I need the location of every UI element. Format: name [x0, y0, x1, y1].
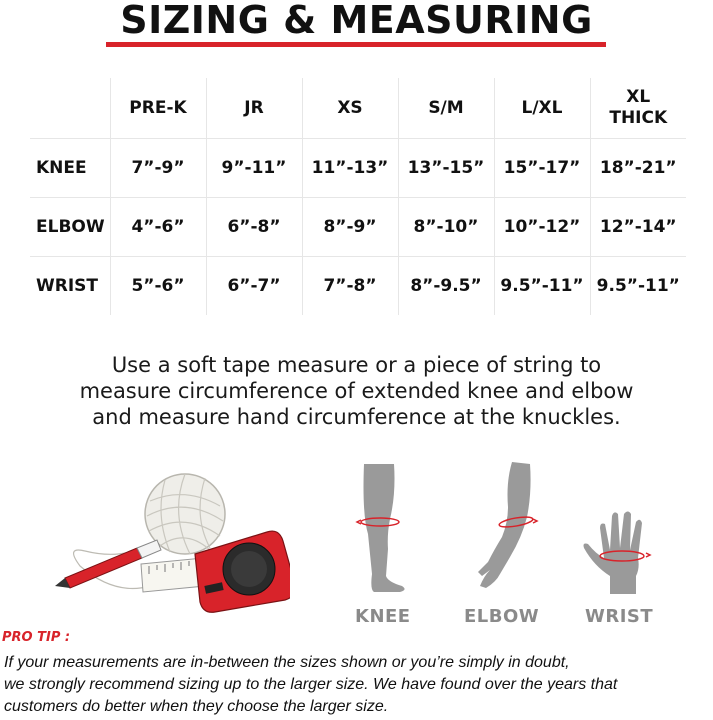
elbow-label: ELBOW [464, 606, 540, 627]
xl-thick-label: XL THICK [609, 86, 668, 128]
knee-label: KNEE [355, 606, 411, 627]
column-header: PRE-K [110, 78, 206, 138]
instruction-line: and measure hand circumference at the knuckles. [92, 405, 621, 429]
table-cell: 7”-9” [110, 138, 206, 197]
row-label: WRIST [30, 256, 110, 315]
row-label: KNEE [30, 138, 110, 197]
wrist-label: WRIST [585, 606, 654, 627]
table-cell: 13”-15” [398, 138, 494, 197]
pro-tip-text [4, 652, 713, 718]
pro-tip-line: If your measurements are in-between the sizes shown or you’re simply in doubt, [4, 654, 570, 671]
row-label: ELBOW [30, 197, 110, 256]
table-cell: 15”-17” [494, 138, 590, 197]
pro-tip-line: we strongly recommend sizing up to the larger size. We have found over the years that [4, 676, 618, 693]
elbow-arm-icon [472, 462, 542, 592]
table-cell: 12”-14” [590, 197, 686, 256]
table-corner [30, 78, 110, 138]
table-cell: 8”-10” [398, 197, 494, 256]
title-underline [106, 42, 606, 47]
wrist-hand-icon [580, 506, 670, 596]
pro-tip-label: PRO TIP : [2, 630, 71, 645]
table-cell: 18”-21” [590, 138, 686, 197]
instruction-line: Use a soft tape measure or a piece of string to [111, 353, 602, 377]
table-cell: 6”-7” [206, 256, 302, 315]
table-row [30, 256, 686, 315]
pro-tip-line: customers do better when they choose the larger size. [4, 698, 389, 715]
table-cell: 6”-8” [206, 197, 302, 256]
column-header: XS [302, 78, 398, 138]
table-cell: 8”-9.5” [398, 256, 494, 315]
page-title: SIZING & MEASURING [120, 0, 593, 42]
table-cell: 11”-13” [302, 138, 398, 197]
instruction-line: measure circumference of extended knee and elbow [79, 379, 634, 403]
table-cell: 9.5”-11” [494, 256, 590, 315]
column-header: S/M [398, 78, 494, 138]
table-row [30, 138, 686, 197]
measuring-tools-illustration [30, 466, 290, 616]
column-header: L/XL [494, 78, 590, 138]
table-cell: 10”-12” [494, 197, 590, 256]
table-cell: 9.5”-11” [590, 256, 686, 315]
size-chart-table [30, 78, 686, 315]
table-header-row [30, 78, 686, 138]
table-cell: 5”-6” [110, 256, 206, 315]
table-cell: 4”-6” [110, 197, 206, 256]
table-cell: 8”-9” [302, 197, 398, 256]
table-row [30, 197, 686, 256]
table-cell: 9”-11” [206, 138, 302, 197]
knee-leg-icon [350, 464, 410, 594]
column-header: JR [206, 78, 302, 138]
column-header [590, 78, 686, 138]
table-cell: 7”-8” [302, 256, 398, 315]
measuring-instructions [0, 352, 713, 430]
